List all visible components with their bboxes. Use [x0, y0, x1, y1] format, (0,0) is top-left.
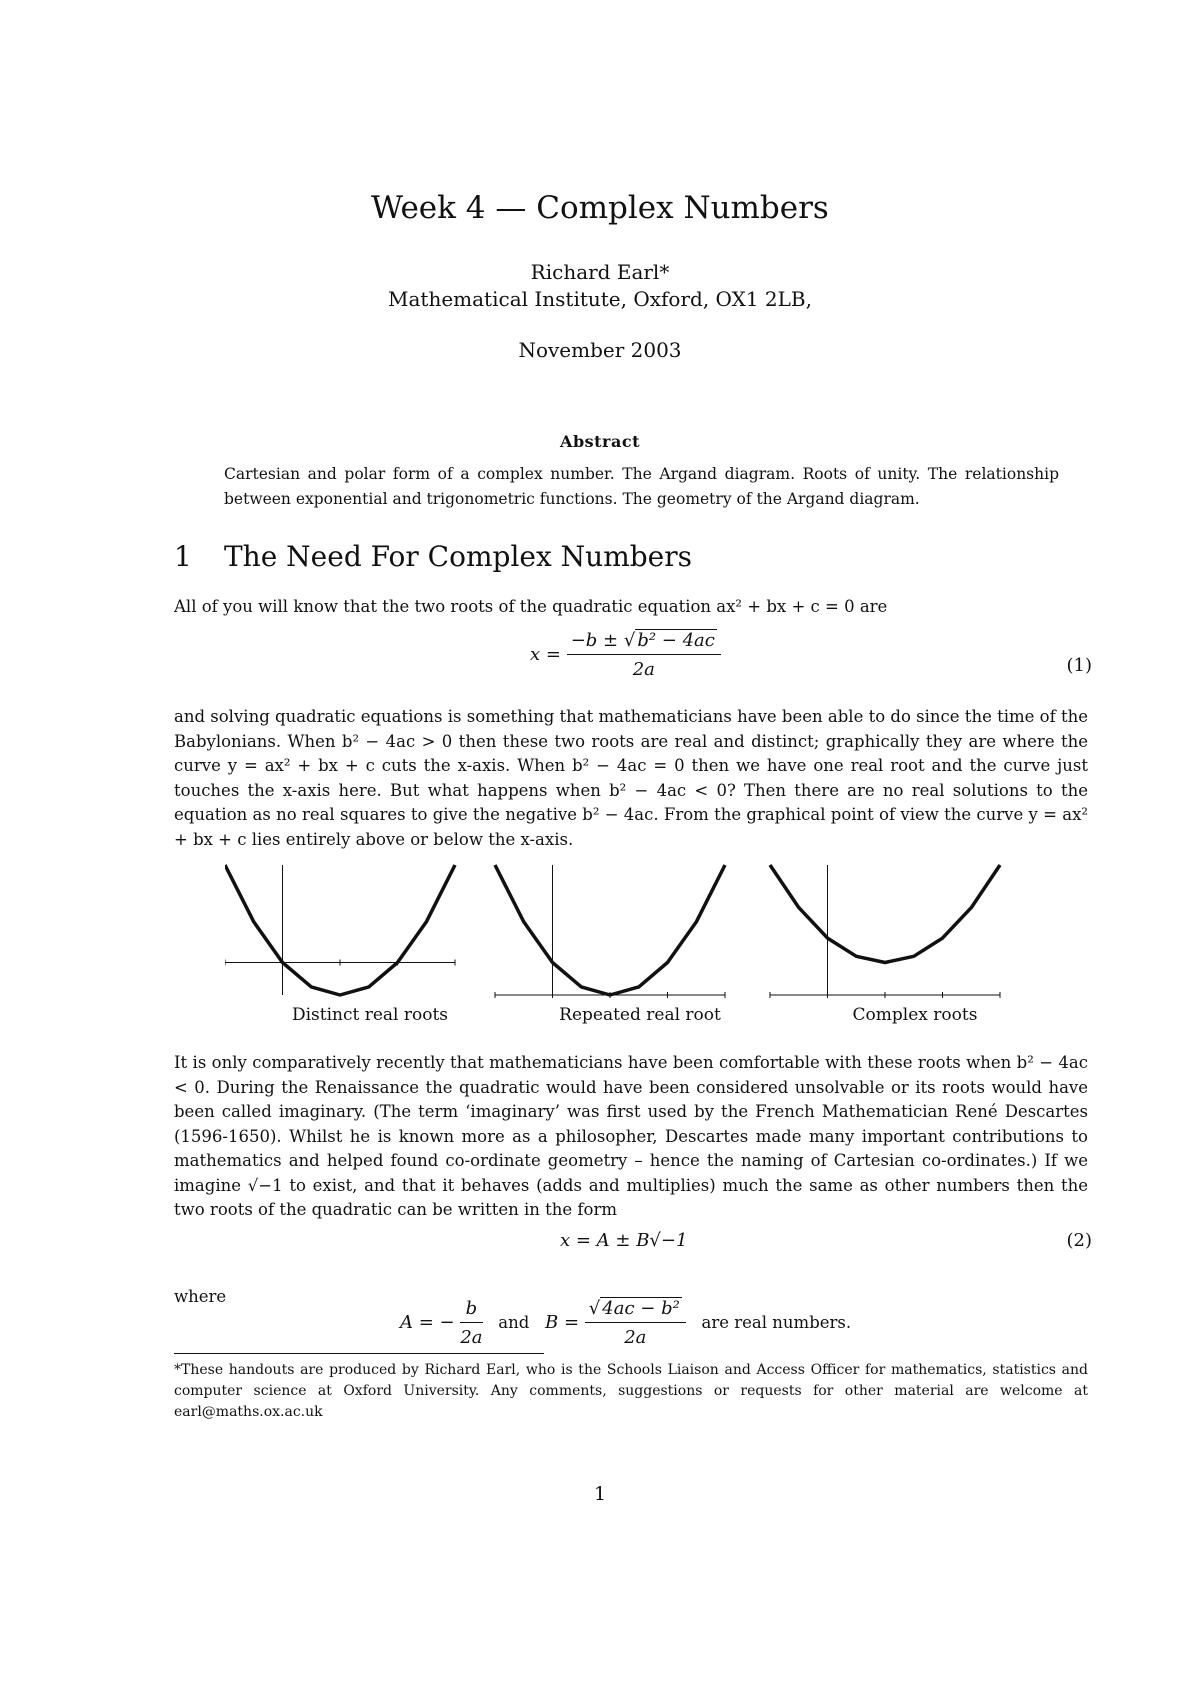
affiliation: Mathematical Institute, Oxford, OX1 2LB, — [388, 287, 812, 311]
equation-1-fraction — [567, 630, 721, 680]
plot-complex-roots — [770, 865, 1000, 998]
parabola-curve — [495, 865, 725, 995]
abstract-heading: Abstract — [560, 432, 640, 451]
equation-3-a-lhs: A = − — [400, 1312, 455, 1333]
section-number: 1 — [174, 540, 192, 573]
plot-repeated-real-root — [495, 865, 725, 998]
caption-distinct: Distinct real roots — [291, 1005, 449, 1025]
author: Richard Earl* — [530, 260, 670, 284]
equation-3-b-fraction — [585, 1298, 686, 1348]
parabola-plots — [225, 860, 1025, 1020]
equation-1-number: (1) — [1066, 655, 1092, 676]
parabola-curve — [770, 865, 1000, 963]
equation-2: x = A ± B√−1 — [560, 1230, 688, 1251]
equation-3-tail: are real numbers. — [701, 1313, 852, 1332]
equation-3-b-numerator: √ 4ac − b² — [585, 1298, 686, 1323]
equation-3-a-fraction — [460, 1298, 482, 1348]
page-number: 1 — [593, 1483, 607, 1505]
equation-1-denominator: 2a — [632, 659, 655, 680]
equation-1-numerator-pre: −b ± — [570, 630, 624, 651]
caption-repeated: Repeated real root — [559, 1005, 721, 1025]
equation-3-b-radicand: 4ac − b² — [602, 1298, 680, 1319]
paper-title: Week 4 — Complex Numbers — [371, 190, 829, 226]
equation-3-b-lhs: B = — [545, 1312, 580, 1333]
abstract-text: Cartesian and polar form of a complex number. The Argand diagram. Roots of unity. The relationship between exponential and trigonometric functions. The geometry of the Argand diagram. — [224, 465, 1059, 508]
equation-2-number: (2) — [1066, 1230, 1092, 1251]
equation-1-radicand: b² − 4ac — [637, 630, 715, 651]
equation-3-b-denominator: 2a — [624, 1327, 647, 1348]
equation-3-and: and — [498, 1313, 530, 1332]
section-title: The Need For Complex Numbers — [224, 540, 692, 573]
where-label: where — [174, 1287, 227, 1306]
equation-3-a-numerator: b — [460, 1298, 482, 1323]
caption-complex: Complex roots — [852, 1005, 978, 1025]
equation-1 — [530, 630, 721, 680]
equation-3-a-denominator: 2a — [460, 1327, 483, 1348]
paragraph-1: All of you will know that the two roots of the quadratic equation ax² + bx + c = 0 are — [174, 597, 888, 616]
paragraph-2: and solving quadratic equations is something that mathematicians have been able to do since the time of the Babylonians. When b² − 4ac > 0 then these two roots are real and distinct; graphically they are where the curve y = ax² + bx + c cuts the x-axis. When b² − 4ac = 0 then we have one real root and the curve just touches the x-axis here. But what happens when b² − 4ac < 0? Then there are no real solutions to the equation as no real squares to give the negative b² − 4ac. From the graphical point of view the curve y = ax² + bx + c lies entirely above or below the x-axis. — [174, 707, 1088, 849]
parabola-curve — [225, 865, 455, 995]
equation-1-numerator: −b ± √ b² − 4ac — [567, 630, 721, 655]
paragraph-3: It is only comparatively recently that mathematicians have been comfortable with these roots when b² − 4ac < 0. During the Renaissance the quadratic would have been considered unsolvable or its roots would have been called imaginary. (The term ‘imaginary’ was first used by the French Mathematician René Descartes (1596-1650). Whilst he is known more as a philosopher, Descartes made many important contributions to mathematics and helped found co-ordinate geometry – hence the naming of Cartesian co-ordinates.) If we imagine √−1 to exist, and that it behaves (adds and multiplies) much the same as other numbers then the two roots of the quadratic can be written in the form — [174, 1053, 1088, 1219]
date: November 2003 — [518, 338, 682, 362]
equation-3 — [400, 1298, 851, 1348]
equation-1-lhs: x = — [530, 644, 561, 665]
footnote: *These handouts are produced by Richard Earl, who is the Schools Liaison and Access Officer for mathematics, statistics and computer science at Oxford University. Any comments, suggestions or requests for other material are welcome at earl@maths.ox.ac.uk — [174, 1362, 1088, 1420]
section-heading — [174, 540, 692, 573]
footnote-rule — [174, 1353, 544, 1354]
plot-distinct-real-roots — [225, 865, 455, 995]
